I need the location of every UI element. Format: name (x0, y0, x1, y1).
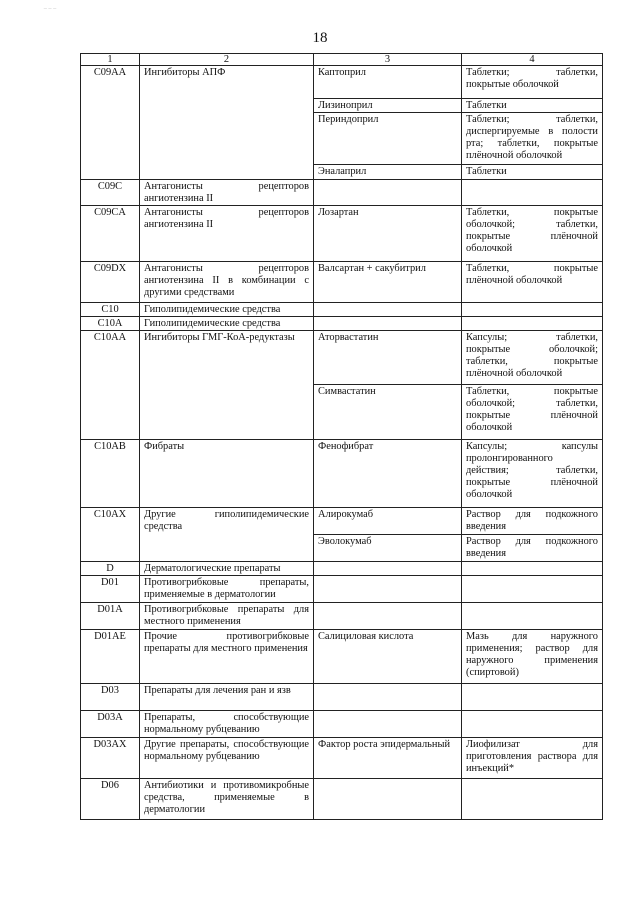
dosage-form-cell: Раствор для подкожного введения (462, 535, 603, 562)
drug-name-cell (314, 180, 462, 206)
column-header: 4 (462, 54, 603, 66)
drug-group-cell: Другие гиполипидемические средства (140, 508, 314, 562)
dosage-form-cell: Лиофилизат для приготовления раствора для инъекций* (462, 738, 603, 779)
column-header: 1 (81, 54, 140, 66)
table-row (81, 562, 603, 576)
dosage-form-cell (462, 603, 603, 630)
drug-group-cell: Гиполипидемические средства (140, 317, 314, 331)
table-row (81, 630, 603, 684)
table-row (81, 262, 603, 303)
dosage-form-cell (462, 180, 603, 206)
drug-name-cell: Фенофибрат (314, 440, 462, 508)
dosage-form-cell: Капсулы; таблетки, покрытые оболочкой; таблетки, покрытые плёночной оболочкой (462, 331, 603, 385)
dosage-form-cell (462, 779, 603, 820)
dosage-form-cell (462, 303, 603, 317)
table-row (81, 180, 603, 206)
dosage-form-cell: Таблетки; таблетки, покрытые оболочкой (462, 66, 603, 99)
column-header: 2 (140, 54, 314, 66)
drug-group-cell: Ингибиторы АПФ (140, 66, 314, 180)
drug-group-cell: Антагонисты рецепторов ангиотензина II (140, 180, 314, 206)
dosage-form-cell: Таблетки, покрытые плёночной оболочкой (462, 262, 603, 303)
drug-name-cell (314, 317, 462, 331)
atc-code-cell: C10AB (81, 440, 140, 508)
drug-name-cell: Каптоприл (314, 66, 462, 99)
drug-name-cell: Симвастатин (314, 385, 462, 440)
atc-code-cell: D06 (81, 779, 140, 820)
table-row (81, 303, 603, 317)
drug-name-cell: Периндоприл (314, 113, 462, 165)
table-row (81, 206, 603, 262)
drug-name-cell (314, 711, 462, 738)
atc-code-cell: C10AA (81, 331, 140, 440)
drug-name-cell (314, 603, 462, 630)
drug-name-cell: Аторвастатин (314, 331, 462, 385)
drug-group-cell: Препараты для лечения ран и язв (140, 684, 314, 711)
drug-name-cell: Эволокумаб (314, 535, 462, 562)
dosage-form-cell: Таблетки, покрытые оболочкой; таблетки, покрытые плёночной оболочкой (462, 206, 603, 262)
drug-name-cell: Валсартан + сакубитрил (314, 262, 462, 303)
drug-group-cell: Фибраты (140, 440, 314, 508)
dosage-form-cell: Мазь для наружного применения; раствор для наружного применения (спиртовой) (462, 630, 603, 684)
drug-name-cell (314, 684, 462, 711)
table-row (81, 603, 603, 630)
table-row (81, 576, 603, 603)
table-row (81, 317, 603, 331)
dosage-form-cell: Раствор для подкожного введения (462, 508, 603, 535)
atc-code-cell: D01A (81, 603, 140, 630)
atc-code-cell: C10 (81, 303, 140, 317)
drug-group-cell: Дерматологические препараты (140, 562, 314, 576)
dosage-form-cell: Капсулы; капсулы пролонгированного действия; таблетки, покрытые плёночной оболочкой (462, 440, 603, 508)
drug-name-cell: Салициловая кислота (314, 630, 462, 684)
drug-name-cell (314, 779, 462, 820)
drug-group-cell: Противогрибковые препараты, применяемые в дерматологии (140, 576, 314, 603)
table-header-row (81, 54, 603, 66)
dosage-form-cell: Таблетки (462, 99, 603, 113)
drug-name-cell (314, 562, 462, 576)
atc-code-cell: D01 (81, 576, 140, 603)
dosage-form-cell (462, 562, 603, 576)
table-row (81, 738, 603, 779)
atc-code-cell: D03AX (81, 738, 140, 779)
medication-table (80, 53, 603, 820)
scan-edge-mark: ‾ ‾ ‾ (44, 8, 56, 17)
drug-name-cell: Лизиноприл (314, 99, 462, 113)
atc-code-cell: D01AE (81, 630, 140, 684)
atc-code-cell: C10A (81, 317, 140, 331)
table-body (81, 66, 603, 820)
drug-group-cell: Антагонисты рецепторов ангиотензина II в комбинации с другими средствами (140, 262, 314, 303)
table-row (81, 684, 603, 711)
drug-group-cell: Гиполипидемические средства (140, 303, 314, 317)
drug-name-cell (314, 303, 462, 317)
atc-code-cell: C09DX (81, 262, 140, 303)
drug-name-cell: Лозартан (314, 206, 462, 262)
dosage-form-cell: Таблетки (462, 165, 603, 180)
dosage-form-cell (462, 711, 603, 738)
drug-group-cell: Другие препараты, способствующие нормальному рубцеванию (140, 738, 314, 779)
atc-code-cell: C10AX (81, 508, 140, 562)
drug-name-cell (314, 576, 462, 603)
table-row (81, 440, 603, 508)
drug-group-cell: Противогрибковые препараты для местного применения (140, 603, 314, 630)
atc-code-cell: D (81, 562, 140, 576)
table-row (81, 711, 603, 738)
dosage-form-cell (462, 684, 603, 711)
column-header: 3 (314, 54, 462, 66)
drug-group-cell: Ингибиторы ГМГ-КоА-редуктазы (140, 331, 314, 440)
atc-code-cell: D03A (81, 711, 140, 738)
dosage-form-cell (462, 317, 603, 331)
drug-name-cell: Алирокумаб (314, 508, 462, 535)
table-row (81, 331, 603, 385)
dosage-form-cell (462, 576, 603, 603)
atc-code-cell: D03 (81, 684, 140, 711)
drug-name-cell: Фактор роста эпидермальный (314, 738, 462, 779)
drug-group-cell: Препараты, способствующие нормальному рубцеванию (140, 711, 314, 738)
atc-code-cell: C09CA (81, 206, 140, 262)
drug-name-cell: Эналаприл (314, 165, 462, 180)
drug-group-cell: Антагонисты рецепторов ангиотензина II (140, 206, 314, 262)
dosage-form-cell: Таблетки; таблетки, диспергируемые в полости рта; таблетки, покрытые плёночной оболочкой (462, 113, 603, 165)
dosage-form-cell: Таблетки, покрытые оболочкой; таблетки, покрытые плёночной оболочкой (462, 385, 603, 440)
page-number: 18 (312, 30, 328, 46)
atc-code-cell: C09AA (81, 66, 140, 180)
table-row (81, 66, 603, 99)
drug-group-cell: Прочие противогрибковые препараты для местного применения (140, 630, 314, 684)
table-row (81, 508, 603, 535)
drug-group-cell: Антибиотики и противомикробные средства, применяемые в дерматологии (140, 779, 314, 820)
table-row (81, 779, 603, 820)
atc-code-cell: C09C (81, 180, 140, 206)
